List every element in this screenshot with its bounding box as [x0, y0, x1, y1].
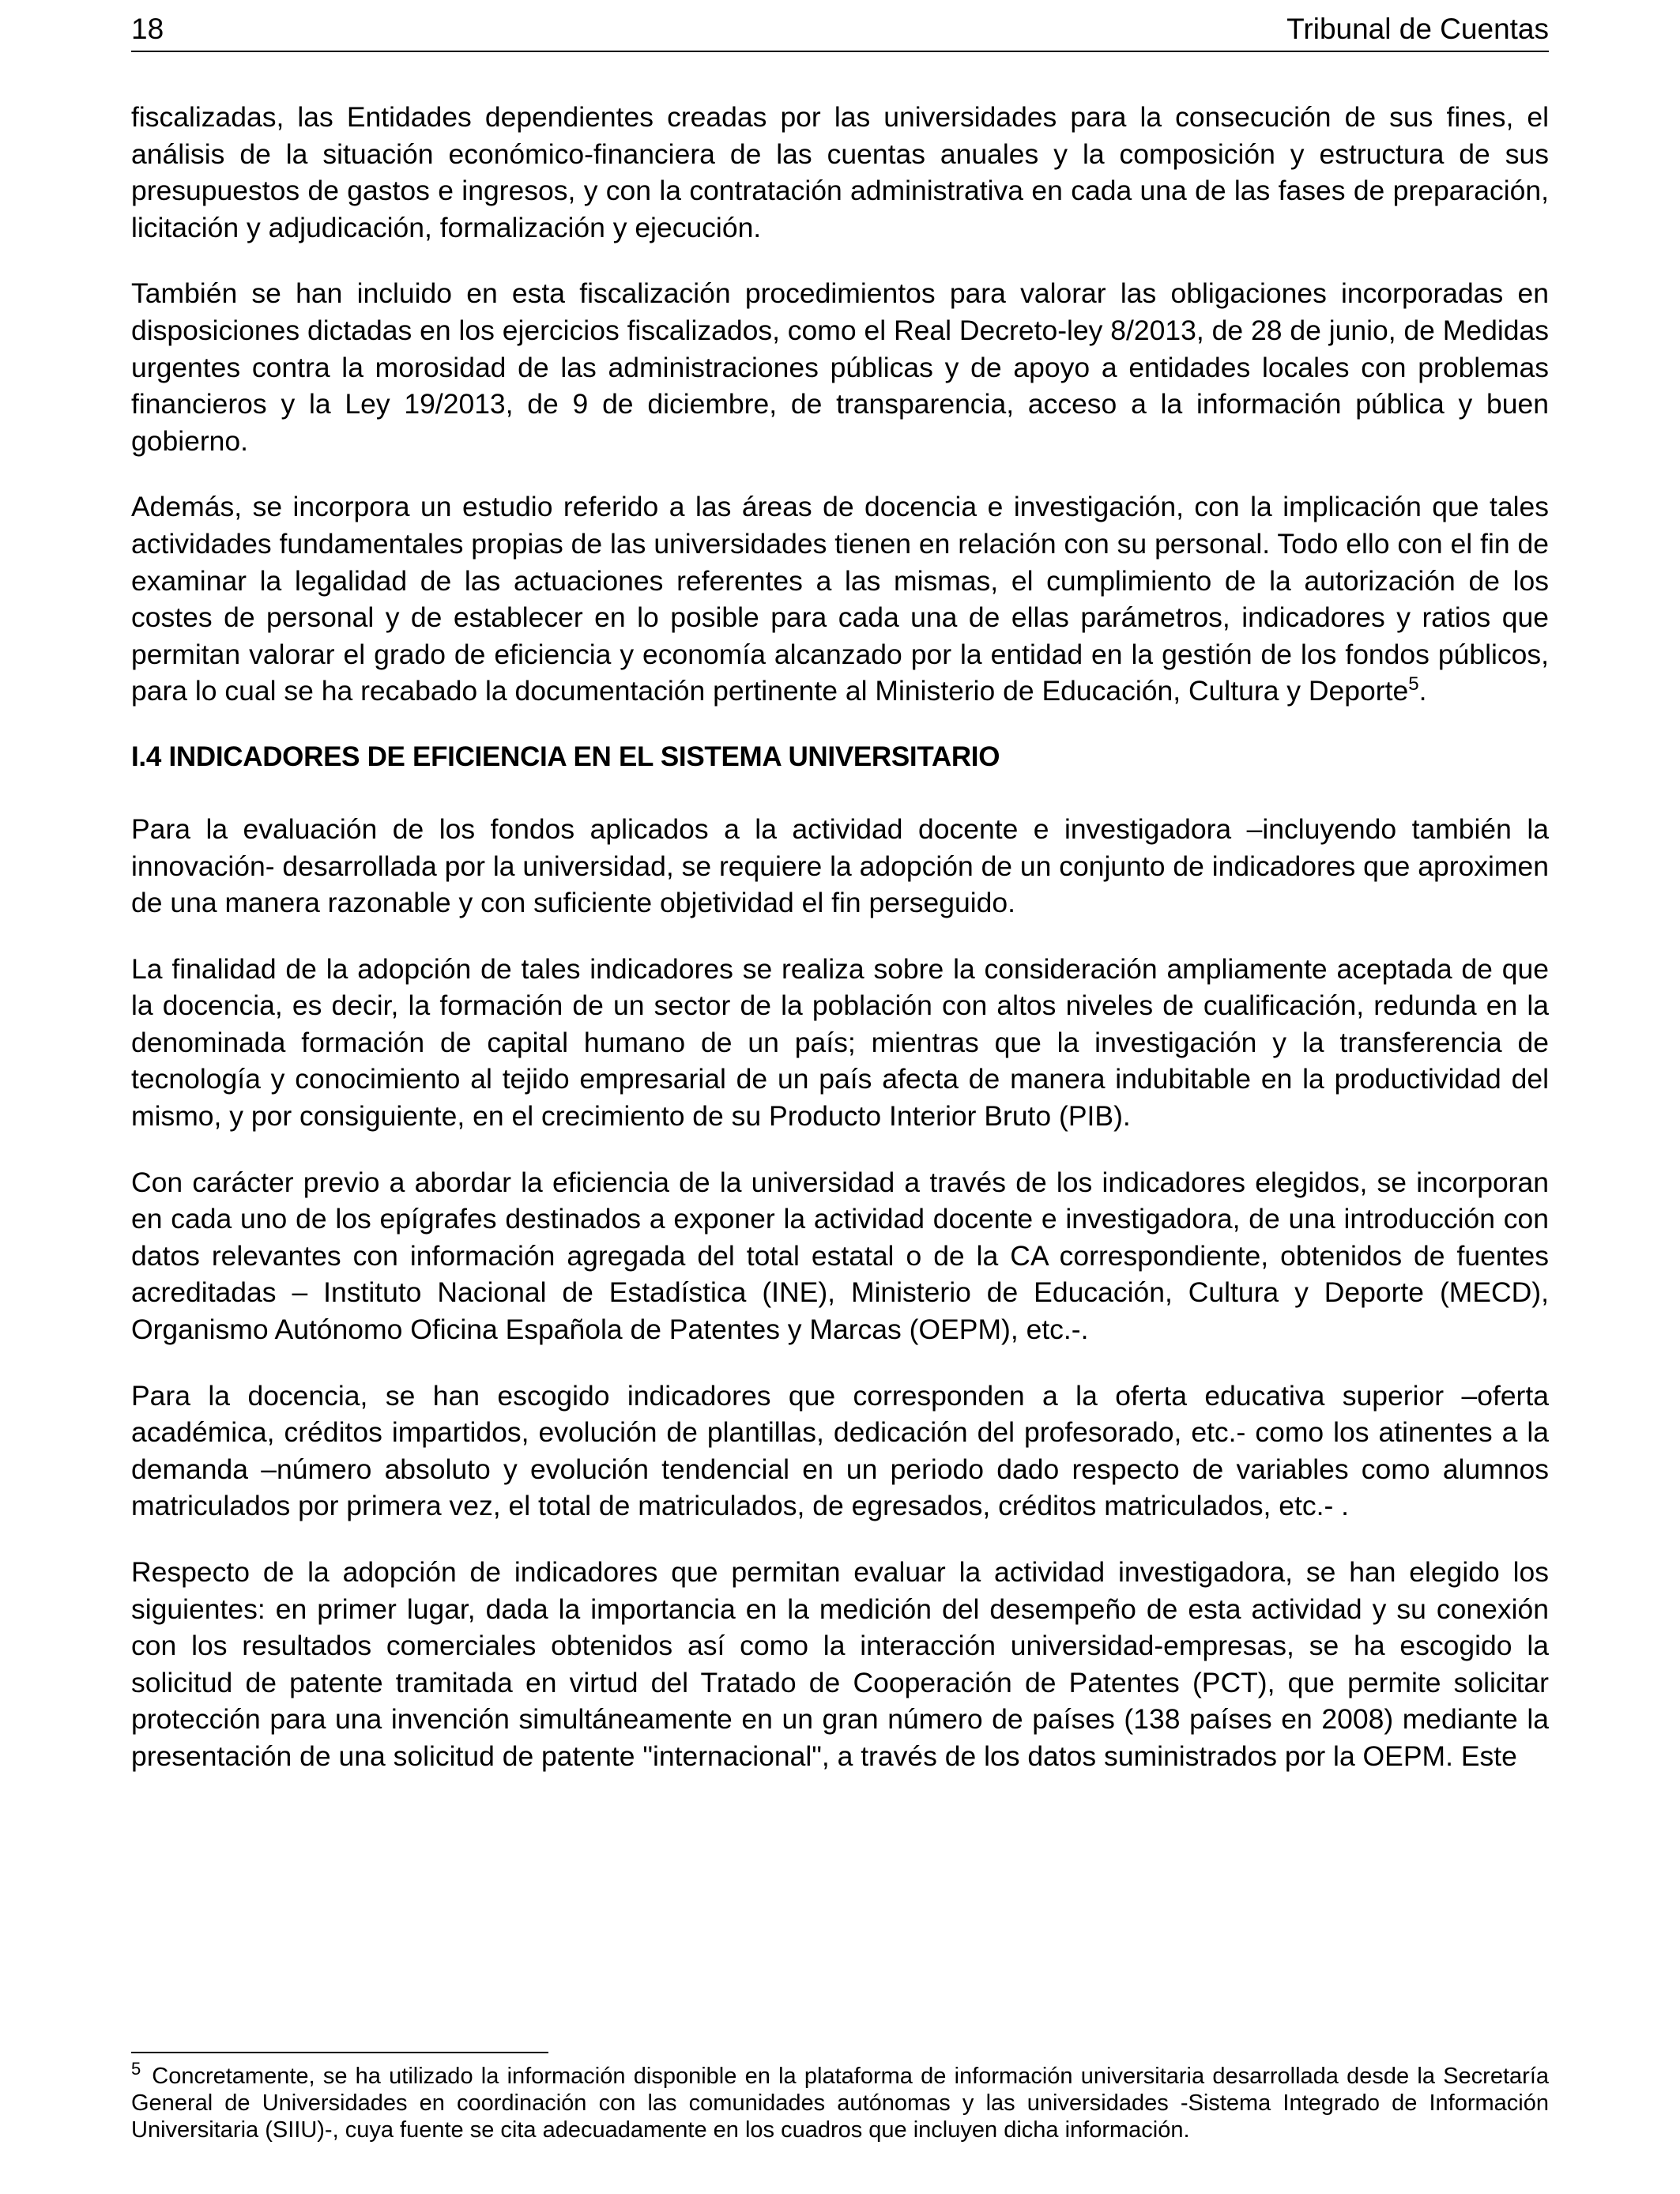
paragraph-3-end: . — [1418, 675, 1427, 707]
page-header — [131, 8, 1549, 52]
paragraph-2: También se han incluido en esta fiscalización procedimientos para valorar las obligaciones incorporadas en disposiciones dictadas en los ejercicios fiscalizados, como el Real Decreto-ley 8/2013, de 28 de junio, de Medidas urgentes contra la morosidad de las administraciones públicas y de apoyo a entidades locales con problemas financieros y la Ley 19/2013, de 9 de diciembre, de transparencia, acceso a la información pública y buen gobierno. — [131, 277, 1549, 457]
body-text — [131, 99, 1549, 1804]
paragraph-6: Con carácter previo a abordar la eficiencia de la universidad a través de los indicadores elegidos, se incorporan en cada uno de los epígrafes destinados a exponer la actividad docente e investigadora, de una introducción con datos relevantes con información agregada del total estatal o de la CA correspondiente, obtenidos de fuentes acreditadas – Instituto Nacional de Estadística (INE), Ministerio de Educación, Cultura y Deporte (MECD), Organismo Autónomo Oficina Española de Patentes y Marcas (OEPM), etc.-. — [131, 1166, 1549, 1346]
footnote-divider — [131, 2052, 548, 2053]
paragraph-5: La finalidad de la adopción de tales indicadores se realiza sobre la consideración ampliamente aceptada de que la docencia, es decir, la formación de un sector de la población con altos niveles de cualificación, redunda en la denominada formación de capital humano de un país; mientras que la investigación y la transferencia de tecnología y conocimiento al tejido empresarial de un país afecta de manera indubitable en la productividad del mismo, y por consiguiente, en el crecimiento de su Producto Interior Bruto (PIB). — [131, 952, 1549, 1133]
footnote-reference: 5 — [1408, 673, 1419, 696]
paragraph-8: Respecto de la adopción de indicadores que permitan evaluar la actividad investigadora, se han elegido los siguientes: en primer lugar, dada la importancia en la medición del desempeño de esta actividad y su conexión con los resultados comerciales obtenidos así como la interacción universidad-empresas, se ha escogido la solicitud de patente tramitada en virtud del Tratado de Cooperación de Patentes (PCT), que permite solicitar protección para una invención simultáneamente en un gran número de países (138 países en 2008) mediante la presentación de una solicitud de patente "internacional", a través de los datos suministrados por la OEPM. Este — [131, 1556, 1549, 1772]
section-heading: I.4 INDICADORES DE EFICIENCIA EN EL SISTEMA UNIVERSITARIO — [131, 741, 1000, 772]
running-title: Tribunal de Cuentas — [1286, 13, 1549, 45]
footnote-mark: 5 — [131, 2059, 141, 2079]
paragraph-3-text: Además, se incorpora un estudio referido a las áreas de docencia e investigación, con la implicación que tales actividades fundamentales propias de las universidades tienen en relación con su personal. Todo ello con el fin de examinar la legalidad de las actuaciones referentes a las mismas, el cumplimiento de la autorización de los costes de personal y de establecer en lo posible para cada una de ellas parámetros, indicadores y ratios que permitan valorar el grado de eficiencia y economía alcanzado por la entidad en la gestión de los fondos públicos, para lo cual se ha recabado la documentación pertinente al Ministerio de Educación, Cultura y Deporte — [131, 491, 1549, 707]
paragraph-4: Para la evaluación de los fondos aplicados a la actividad docente e investigadora –incluyendo también la innovación- desarrollada por la universidad, se requiere la adopción de un conjunto de indicadores que aproximen de una manera razonable y con suficiente objetividad el fin perseguido. — [131, 812, 1549, 919]
paragraph-7: Para la docencia, se han escogido indicadores que corresponden a la oferta educativa superior –oferta académica, créditos impartidos, evolución de plantillas, dedicación del profesorado, etc.- como los atinentes a la demanda –número absoluto y evolución tendencial en un periodo dado respecto de variables como alumnos matriculados por primera vez, el total de matriculados, de egresados, créditos matriculados, etc.- . — [131, 1379, 1549, 1522]
paragraph-3 — [131, 488, 1549, 710]
footnote-text: Concretamente, se ha utilizado la información disponible en la plataforma de información universitaria desarrollada desde la Secretaría General de Universidades en coordinación con las comunidades autónomas y las universidades -Sistema Integrado de Información Universitaria (SIIU)-, cuya fuente se cita adecuadamente en los cuadros que incluyen dicha información. — [131, 2064, 1549, 2143]
paragraph-1: fiscalizadas, las Entidades dependientes creadas por las universidades para la consecución de sus fines, el análisis de la situación económico-financiera de las cuentas anuales y la composición y estructura de sus presupuestos de gastos e ingresos, y con la contratación administrativa en cada una de las fases de preparación, licitación y adjudicación, formalización y ejecución. — [131, 101, 1549, 243]
page-number: 18 — [131, 13, 164, 45]
footnote — [131, 2059, 1549, 2143]
